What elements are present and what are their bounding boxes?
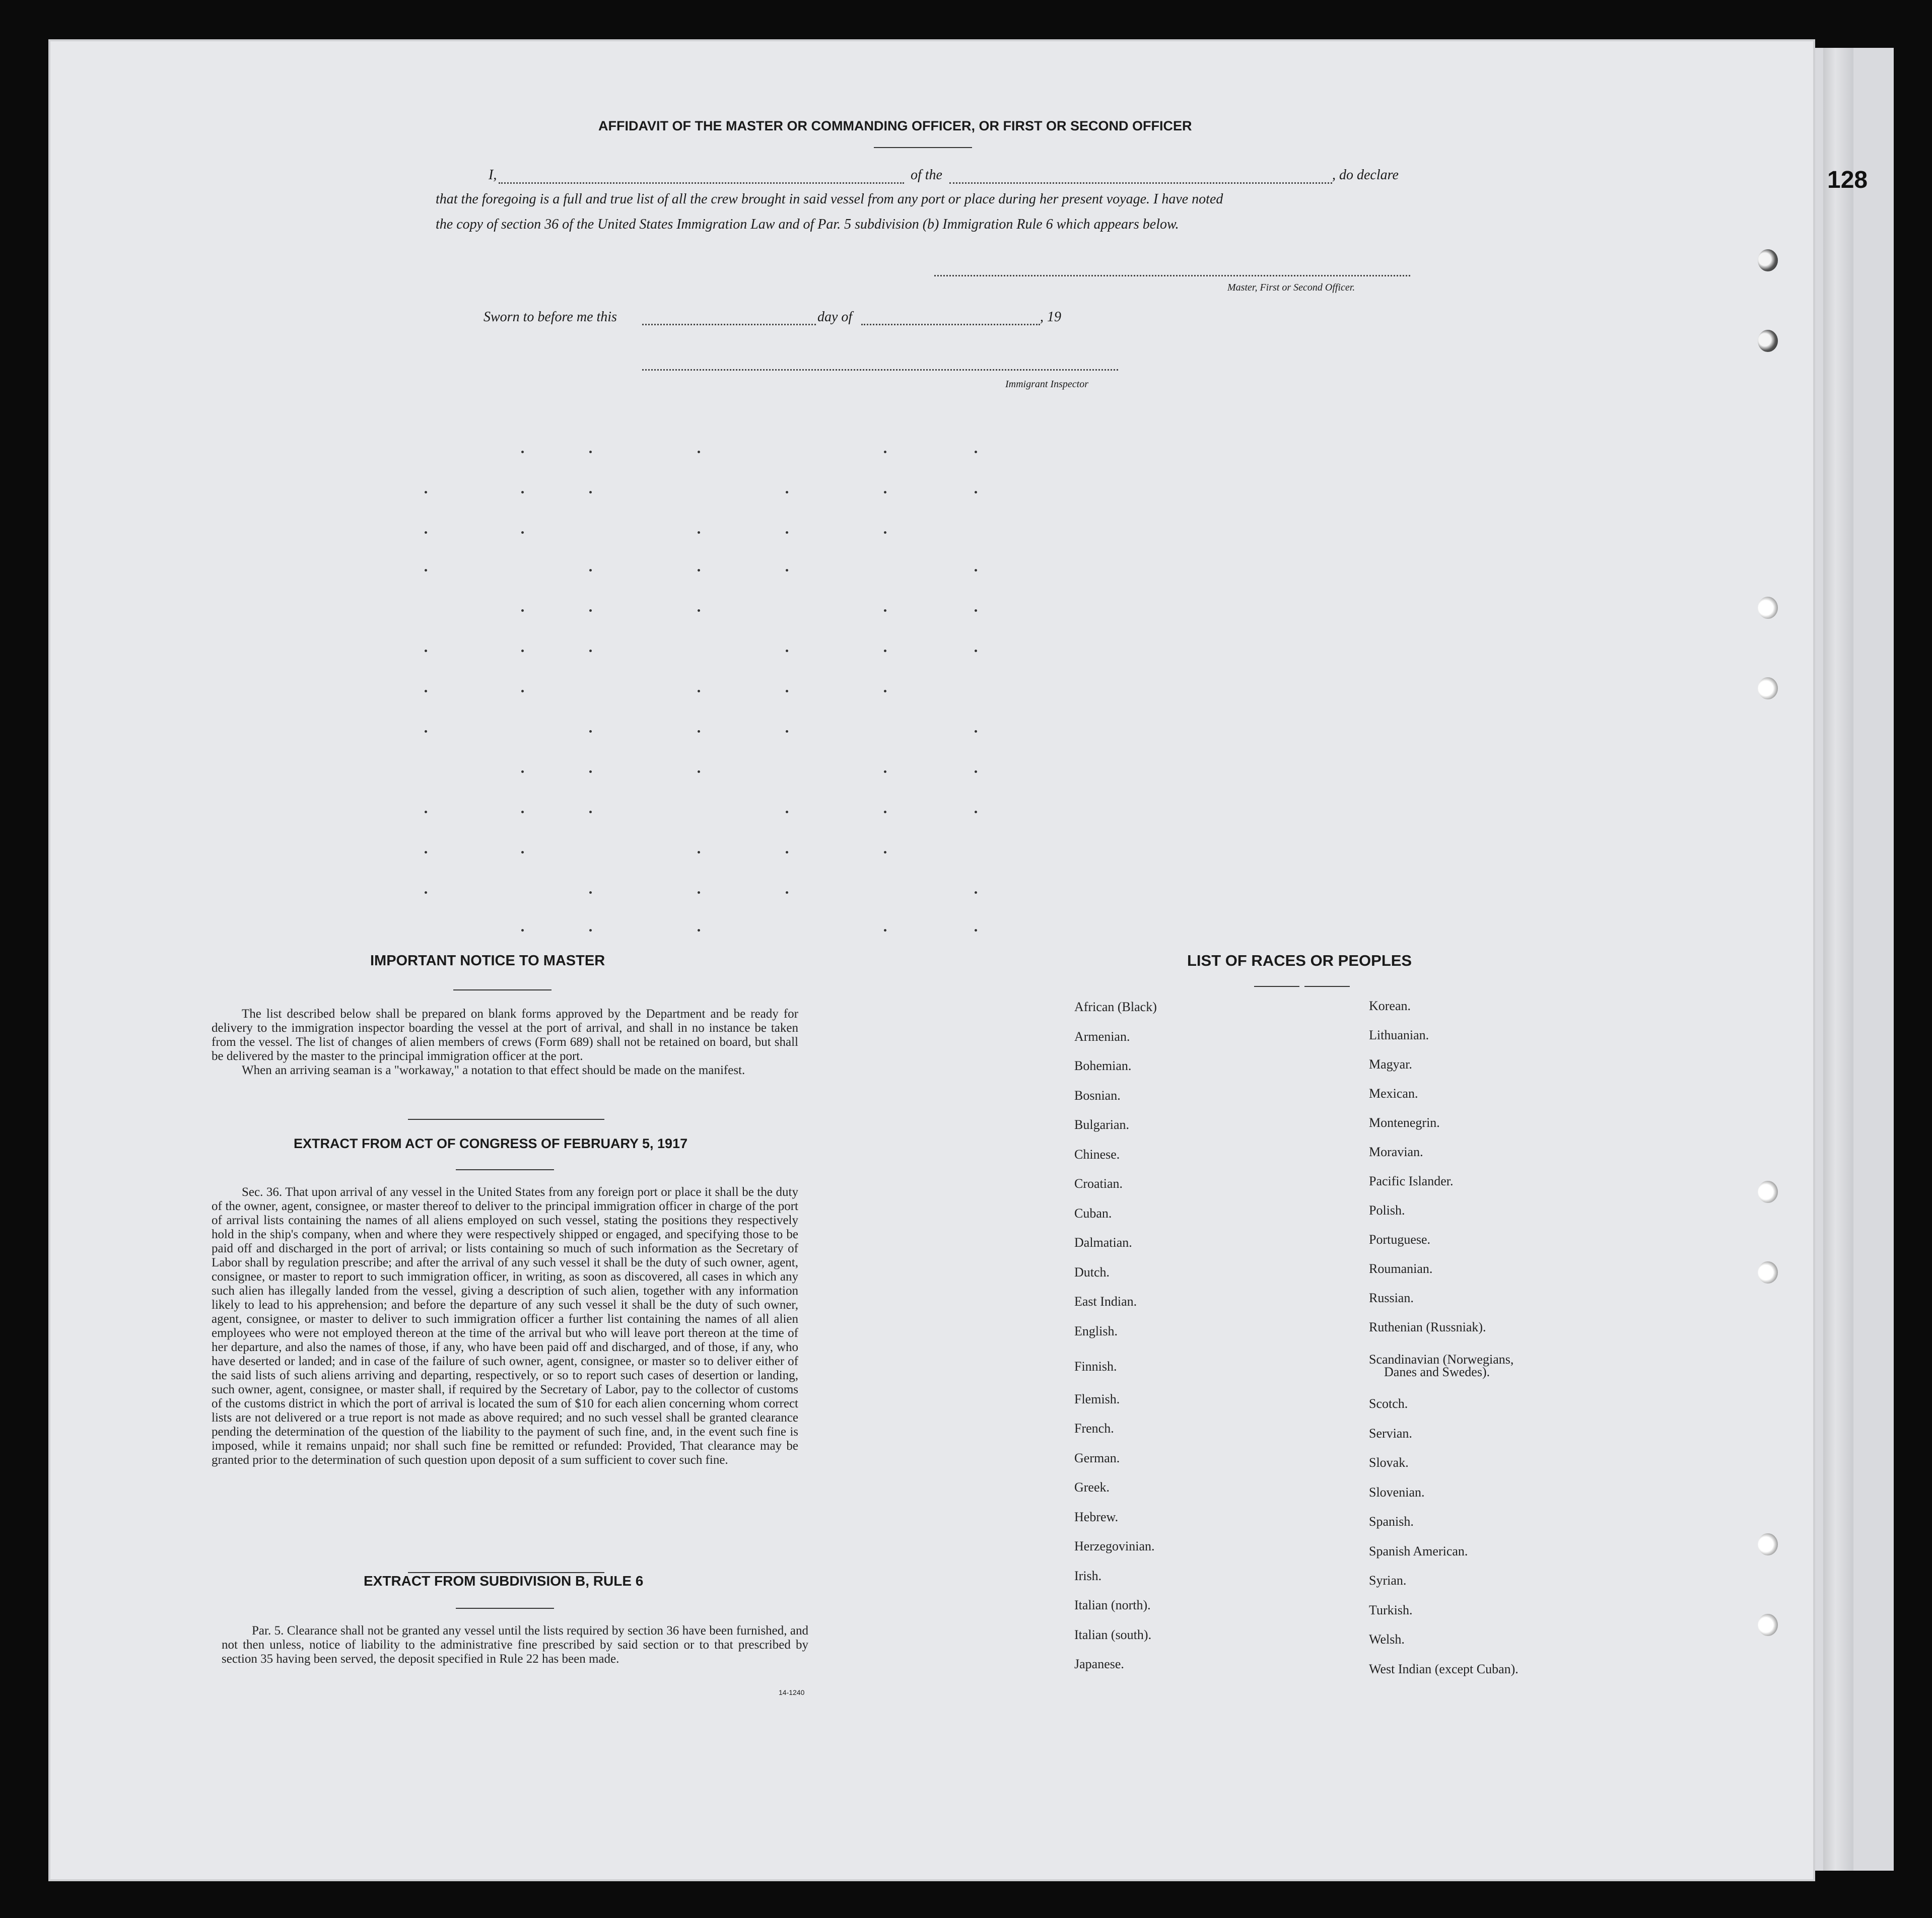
print-speck (698, 609, 700, 612)
print-speck (425, 650, 427, 652)
race-item: African (Black) (1074, 1000, 1157, 1014)
divider (456, 1169, 554, 1170)
race-item: Cuban. (1074, 1206, 1112, 1221)
act-extract-text (212, 1185, 798, 1467)
document-page (50, 41, 1813, 1879)
print-speck (521, 770, 524, 773)
print-speck (975, 929, 977, 932)
divider (456, 1608, 554, 1609)
print-speck (425, 730, 427, 733)
print-speck (975, 650, 977, 652)
print-speck (425, 690, 427, 692)
print-speck (975, 811, 977, 813)
print-speck (521, 811, 524, 813)
race-item: Dalmatian. (1074, 1235, 1132, 1250)
race-item: Danes and Swedes). (1384, 1365, 1490, 1379)
print-speck (521, 690, 524, 692)
notice-paragraph-1: The list described below shall be prepared on blank forms approved by the Department and be ready for delivery to the immigration inspector boarding the vessel at the port of arrival, and shall in no instance be taken from the vessel. The list of changes of alien members of crews (Form 689) shall not be retained on board, but shall be delivered by the master to the principal immigration officer at the port. (212, 1007, 798, 1063)
print-speck (698, 451, 700, 453)
print-speck (425, 891, 427, 894)
print-speck (589, 609, 592, 612)
print-speck (884, 650, 886, 652)
race-item: Japanese. (1074, 1657, 1124, 1671)
print-speck (884, 851, 886, 854)
race-item: Turkish. (1369, 1603, 1413, 1617)
affidavit-line1-mid: of the (911, 167, 942, 183)
race-item: Greek. (1074, 1480, 1110, 1495)
affidavit-line1-end: , do declare (1332, 167, 1399, 183)
print-speck (884, 770, 886, 773)
rule-extract-text (222, 1624, 808, 1666)
notice-text (212, 1007, 798, 1078)
print-speck (521, 609, 524, 612)
print-speck (589, 730, 592, 733)
divider (874, 147, 972, 148)
print-speck (786, 851, 788, 854)
print-speck (884, 451, 886, 453)
print-speck (425, 569, 427, 572)
races-title: LIST OF RACES OR PEOPLES (1187, 952, 1412, 969)
race-item: Finnish. (1074, 1359, 1117, 1374)
page-number: 128 (1827, 167, 1868, 193)
print-speck (589, 811, 592, 813)
print-speck (975, 569, 977, 572)
sworn-day-line[interactable] (642, 324, 816, 325)
print-speck (425, 531, 427, 534)
print-speck (589, 650, 592, 652)
print-speck (884, 609, 886, 612)
race-item: Bohemian. (1074, 1058, 1132, 1073)
rule-extract-title: EXTRACT FROM SUBDIVISION B, RULE 6 (364, 1573, 644, 1589)
race-item: Servian. (1369, 1426, 1412, 1441)
race-item: Hebrew. (1074, 1510, 1119, 1524)
print-speck (425, 851, 427, 854)
print-speck (698, 531, 700, 534)
race-item: Irish. (1074, 1569, 1102, 1583)
race-item: Welsh. (1369, 1632, 1405, 1647)
race-item: Scandinavian (Norwegians, (1369, 1352, 1514, 1367)
race-item: Pacific Islander. (1369, 1174, 1454, 1188)
signature-line[interactable] (934, 275, 1410, 276)
print-speck (975, 891, 977, 894)
print-speck (698, 569, 700, 572)
affidavit-line1-start: I, (489, 167, 497, 183)
print-speck (884, 690, 886, 692)
print-speck (786, 531, 788, 534)
print-speck (975, 451, 977, 453)
print-speck (975, 491, 977, 493)
race-item: Bosnian. (1074, 1088, 1121, 1103)
print-speck (521, 531, 524, 534)
print-speck (521, 929, 524, 932)
print-speck (884, 929, 886, 932)
race-item: Scotch. (1369, 1396, 1408, 1411)
rule-paragraph-5: Par. 5. Clearance shall not be granted any vessel until the lists required by section 36 have been furnished, and not then unless, notice of liability to the administrative fine prescribed by said section or to that prescribed by section 35 having been served, the deposit specified in Rule 22 has been made. (222, 1624, 808, 1666)
binder-hole (1758, 597, 1778, 619)
act-section-36: Sec. 36. That upon arrival of any vessel in the United States from any foreign port or place it shall be the duty of the owner, agent, consignee, or master thereof to deliver to the principal immigration officer in charge of the port of arrival lists containing the names of all aliens employed on such vessel, stating the positions they respectively hold in the ship's company, when and where they were respectively shipped or engaged, and specifying those to be paid off and discharged in the port of arrival; or lists containing so much of such information as the Secretary of Labor shall by regulation prescribe; and after the arrival of any such vessel it shall be the duty of such owner, agent, consignee, or master to report to such immigration officer, in writing, as soon as discovered, all cases in which any such alien has illegally landed from the vessel, giving a description of such alien, together with any information likely to lead to his apprehension; and before the departure of any such vessel it shall be the duty of such owner, agent, consignee, or master to deliver to such immigration officer a further list containing the names of all alien employees who were not employed thereon at the time of the arrival but who will leave port thereon at the time of her departure, and also the names of those, if any, who have been paid off and discharged, and of those, if any, who have deserted or landed; and in case of the failure of such owner, agent, consignee, or master so to deliver either of the said lists of such aliens arriving and departing, respectively, or so to report such cases of desertion or landing, such owner, agent, consignee, or master shall, if required by the Secretary of Labor, pay to the collector of customs of the customs district in which the port of arrival is located the sum of $10 for each alien concerning whom correct lists are not delivered or a true report is not made as above required; and no such vessel shall be granted clearance pending the determination of the question of the liability to the payment of such fine, and, in the event such fine is imposed, while it remains unpaid; nor shall such fine be remitted or refunded: Provided, That clearance may be granted prior to the determination of such question upon deposit of a sum sufficient to cover such fine. (212, 1185, 798, 1467)
print-speck (425, 491, 427, 493)
print-speck (786, 491, 788, 493)
divider (408, 1119, 604, 1120)
inspector-signature-line[interactable] (642, 369, 1118, 371)
signature-label: Master, First or Second Officer. (1227, 282, 1355, 293)
print-speck (786, 811, 788, 813)
binder-hole (1758, 249, 1778, 271)
race-item: Slovenian. (1369, 1485, 1425, 1500)
sworn-year: , 19 (1040, 309, 1061, 325)
race-item: Herzegovinian. (1074, 1539, 1155, 1553)
race-item: West Indian (except Cuban). (1369, 1662, 1519, 1676)
race-item: Croatian. (1074, 1176, 1123, 1191)
print-speck (521, 851, 524, 854)
race-item: East Indian. (1074, 1294, 1137, 1309)
divider (453, 989, 551, 990)
race-item: Flemish. (1074, 1392, 1120, 1406)
print-speck (884, 811, 886, 813)
affidavit-title: AFFIDAVIT OF THE MASTER OR COMMANDING OFFICER, OR FIRST OR SECOND OFFICER (598, 118, 1192, 133)
form-number: 14-1240 (779, 1688, 805, 1696)
divider (1304, 986, 1350, 987)
print-speck (786, 891, 788, 894)
race-item: Italian (south). (1074, 1627, 1152, 1642)
print-speck (698, 690, 700, 692)
inspector-label: Immigrant Inspector (1005, 379, 1088, 390)
print-speck (589, 491, 592, 493)
print-speck (698, 891, 700, 894)
binder-hole (1758, 1181, 1778, 1203)
race-item: Portuguese. (1369, 1232, 1431, 1247)
race-item: English. (1074, 1324, 1118, 1338)
race-item: Mexican. (1369, 1086, 1418, 1101)
act-extract-title: EXTRACT FROM ACT OF CONGRESS OF FEBRUARY 5, 1917 (294, 1136, 688, 1151)
race-item: Moravian. (1369, 1145, 1423, 1159)
print-speck (698, 929, 700, 932)
race-item: Ruthenian (Russniak). (1369, 1320, 1486, 1334)
race-item: Slovak. (1369, 1455, 1409, 1470)
race-item: Magyar. (1369, 1057, 1412, 1072)
sworn-day-of: day of (817, 309, 853, 325)
sworn-month-line[interactable] (861, 324, 1040, 325)
print-speck (884, 531, 886, 534)
print-speck (975, 730, 977, 733)
print-speck (425, 811, 427, 813)
race-item: Bulgarian. (1074, 1117, 1130, 1132)
binder-hole (1758, 1614, 1778, 1636)
print-speck (786, 569, 788, 572)
race-item: Montenegrin. (1369, 1115, 1440, 1130)
race-item: German. (1074, 1451, 1120, 1465)
race-item: Italian (north). (1074, 1598, 1151, 1612)
print-speck (786, 650, 788, 652)
notice-title: IMPORTANT NOTICE TO MASTER (370, 953, 605, 969)
print-speck (698, 770, 700, 773)
race-item: French. (1074, 1421, 1114, 1436)
binder-hole (1758, 330, 1778, 352)
print-speck (589, 569, 592, 572)
print-speck (698, 730, 700, 733)
print-speck (589, 770, 592, 773)
race-item: Korean. (1369, 999, 1411, 1013)
print-speck (589, 929, 592, 932)
race-item: Roumanian. (1369, 1261, 1433, 1276)
race-item: Spanish American. (1369, 1544, 1468, 1558)
affidavit-line2: that the foregoing is a full and true list of all the crew brought in said vessel from any port or place during her present voyage. I have noted (436, 191, 1223, 207)
race-item: Russian. (1369, 1291, 1414, 1305)
print-speck (786, 730, 788, 733)
race-item: Chinese. (1074, 1147, 1120, 1162)
print-speck (975, 770, 977, 773)
binder-hole (1758, 1261, 1778, 1284)
notice-paragraph-2: When an arriving seaman is a "workaway," a notation to that effect should be made on the manifest. (242, 1063, 745, 1077)
print-speck (884, 491, 886, 493)
print-speck (698, 851, 700, 854)
print-speck (521, 451, 524, 453)
race-item: Spanish. (1369, 1514, 1414, 1529)
race-item: Armenian. (1074, 1029, 1130, 1044)
race-item: Lithuanian. (1369, 1028, 1429, 1042)
name-field-line[interactable] (499, 182, 904, 184)
binder-hole (1758, 677, 1778, 699)
print-speck (786, 690, 788, 692)
print-speck (589, 891, 592, 894)
binder-hole (1758, 1533, 1778, 1555)
print-speck (975, 609, 977, 612)
affidavit-line3: the copy of section 36 of the United States Immigration Law and of Par. 5 subdivision (b) Immigration Rule 6 which appears below. (436, 217, 1179, 232)
binder-strip (1823, 48, 1853, 1871)
sworn-text: Sworn to before me this (484, 309, 617, 325)
print-speck (589, 451, 592, 453)
vessel-field-line[interactable] (949, 182, 1332, 184)
race-item: Dutch. (1074, 1265, 1110, 1280)
race-item: Polish. (1369, 1203, 1405, 1218)
print-speck (521, 650, 524, 652)
divider (1254, 986, 1299, 987)
print-speck (521, 491, 524, 493)
race-item: Syrian. (1369, 1573, 1407, 1588)
